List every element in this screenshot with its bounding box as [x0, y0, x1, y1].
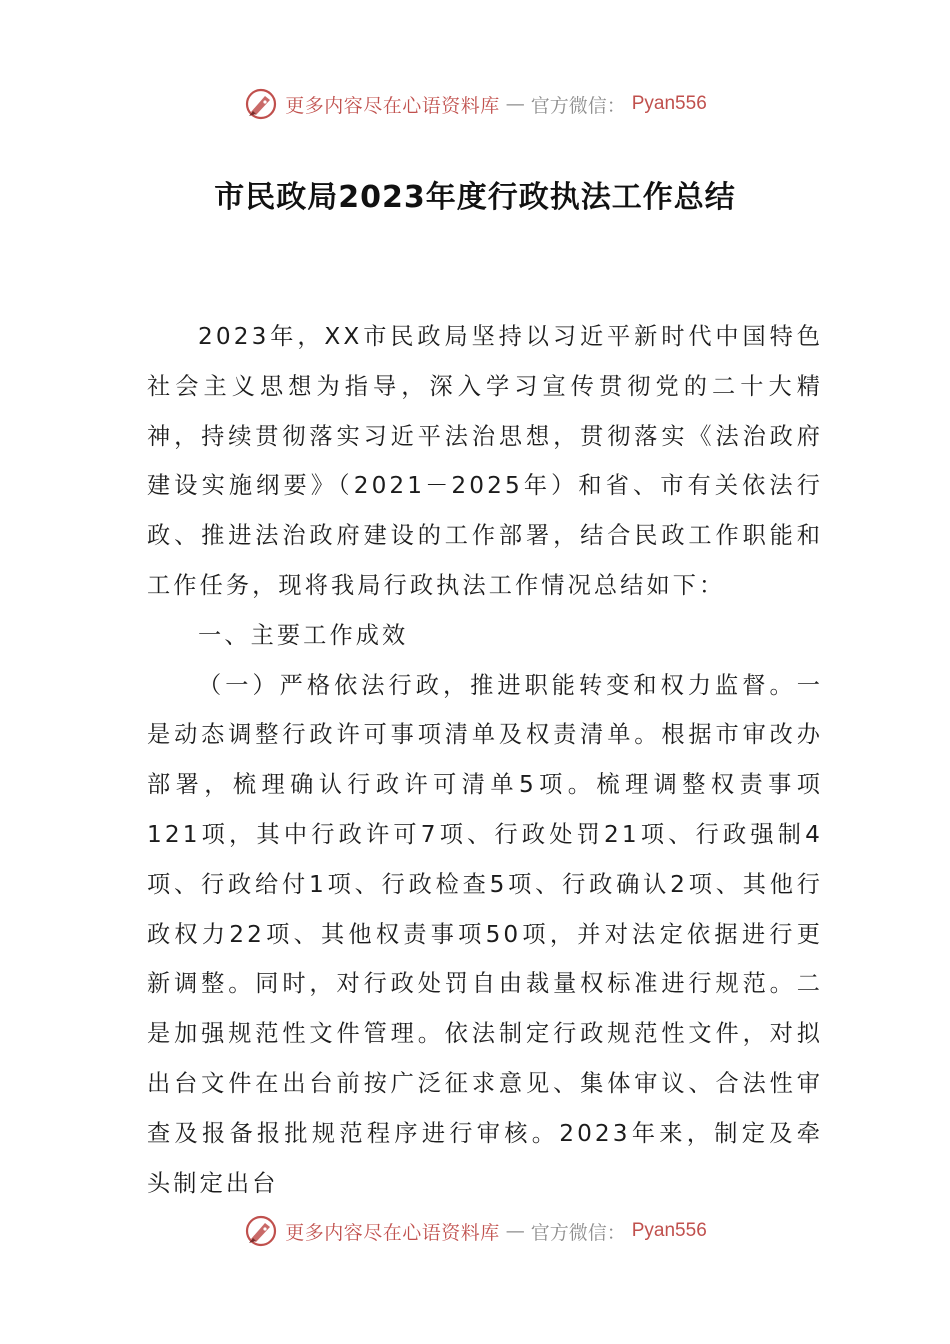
watermark-main-text: 更多内容尽在心语资料库 — [285, 1221, 500, 1244]
watermark-main-text: 更多内容尽在心语资料库 — [285, 94, 500, 117]
watermark-wechat-id: Pyan556 — [631, 1220, 707, 1241]
watermark-sub-text: 官方微信： — [530, 1221, 626, 1244]
header-watermark — [0, 84, 950, 124]
document-body — [147, 312, 823, 1208]
section-heading: 一、主要工作成效 — [198, 621, 409, 649]
intro-paragraph: 2023年，XX市民政局坚持以习近平新时代中国特色社会主义思想为指导，深入学习宣传贯彻党的二十大精神，持续贯彻落实习近平法治思想，贯彻落实《法治政府建设实施纲要》（2021－2025年）和省、市有关依法行政、推进法治政府建设的工作部署，结合民政工作职能和工作任务，现将我局行政执法工作情况总结如下： — [147, 323, 823, 599]
watermark-separator: — — [505, 93, 525, 115]
footer-watermark — [0, 1211, 950, 1251]
pen-nib-circle-icon — [243, 1213, 279, 1249]
pen-nib-circle-icon — [243, 86, 279, 122]
watermark-separator: — — [505, 1220, 525, 1242]
watermark-sub-text: 官方微信： — [530, 94, 626, 117]
section-paragraph: （一）严格依法行政，推进职能转变和权力监督。一是动态调整行政许可事项清单及权责清单。根据市审改办部署，梳理确认行政许可清单5项。梳理调整权责事项121项，其中行政许可7项、行政处罚21项、行政强制4项、行政给付1项、行政检查5项、行政确认2项、其他行政权力22项、其他权责事项50项，并对法定依据进行更新调整。同时，对行政处罚自由裁量权标准进行规范。二是加强规范性文件管理。依法制定行政规范性文件，对拟出台文件在出台前按广泛征求意见、集体审议、合法性审查及报备报批规范程序进行审核。2023年来，制定及牵头制定出台 — [147, 671, 823, 1197]
document-title: 市民政局2023年度行政执法工作总结 — [214, 180, 736, 215]
watermark-wechat-id: Pyan556 — [631, 93, 707, 114]
